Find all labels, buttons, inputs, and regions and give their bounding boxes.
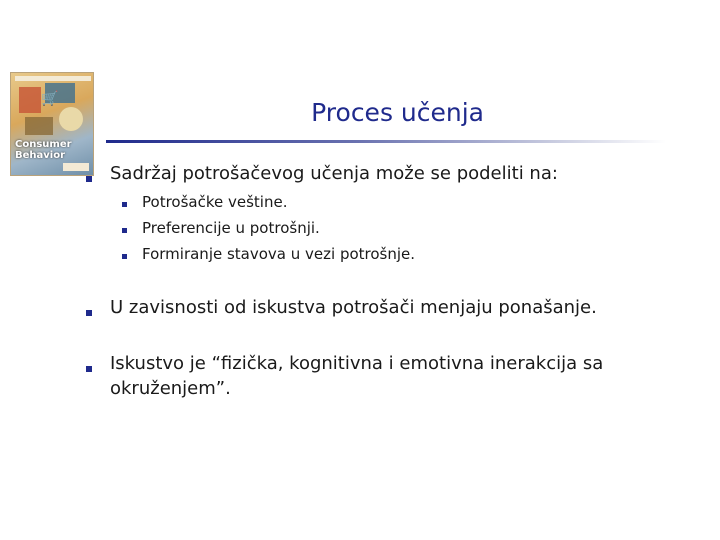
bullet-text-line2: okruženjem”. — [110, 378, 231, 399]
cover-art-shape — [25, 117, 53, 135]
sub-bullet-text: Preferencije u potrošnji. — [142, 219, 320, 237]
bullet-marker — [86, 176, 92, 182]
bullet-marker — [86, 366, 92, 372]
book-cover-image — [10, 72, 94, 176]
cover-title: Consumer Behavior — [15, 139, 72, 161]
bullet-marker — [86, 310, 92, 316]
bullet-text: U zavisnosti od iskustva potrošači menjaju ponašanje. — [110, 297, 597, 318]
sub-bullet-marker — [122, 228, 127, 233]
shopping-cart-icon: 🛒 — [41, 91, 59, 107]
bullet-text: Sadržaj potrošačevog učenja može se podeliti na: — [110, 163, 558, 184]
cover-header-strip — [15, 76, 91, 81]
sub-bullet-text: Formiranje stavova u vezi potrošnje. — [142, 245, 416, 263]
cover-publisher-label — [63, 163, 89, 171]
cover-art-shape — [59, 107, 83, 131]
bullet-text-line1: Iskustvo je “fizička, kognitivna i emotivna inerakcija sa — [110, 353, 604, 374]
title-underline — [106, 140, 666, 143]
sub-bullet-text: Potrošačke veštine. — [142, 193, 288, 211]
sub-bullet-marker — [122, 254, 127, 259]
cover-art-shape — [19, 87, 41, 113]
slide-title: Proces učenja — [311, 98, 484, 127]
sub-bullet-marker — [122, 202, 127, 207]
